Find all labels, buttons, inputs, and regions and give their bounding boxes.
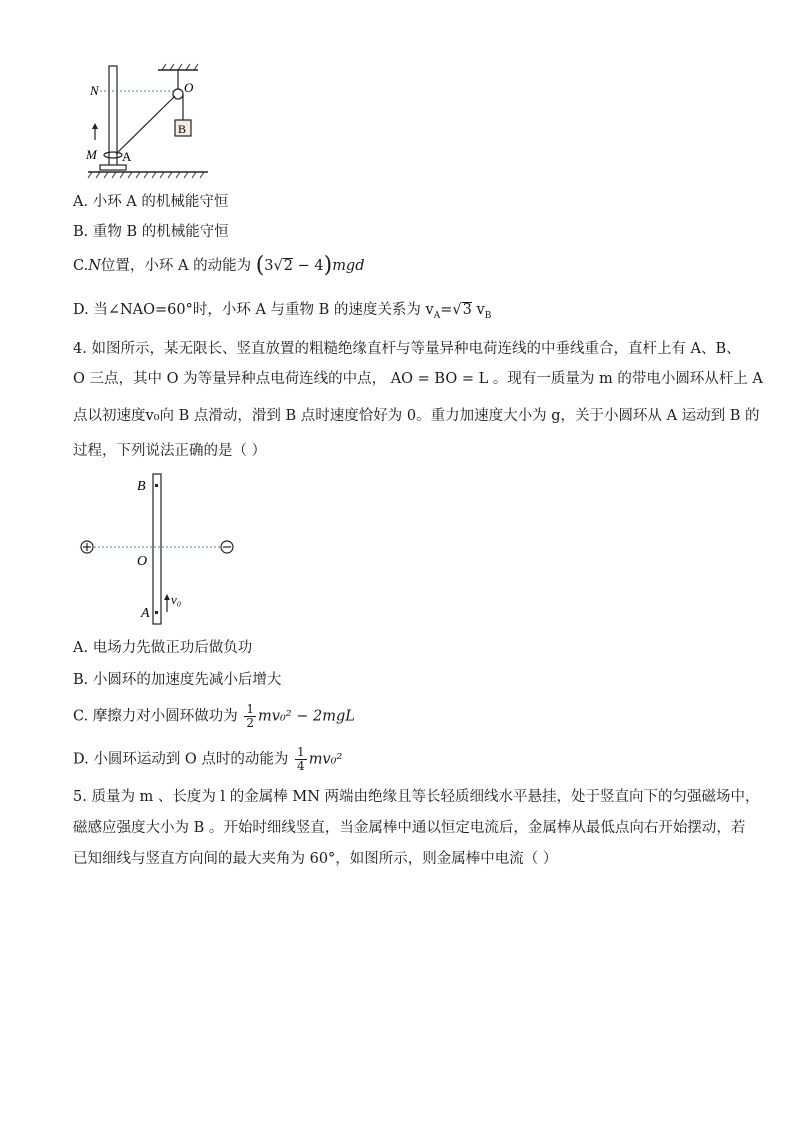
q4-option-b: B. 小圆环的加速度先减小后增大 [73, 672, 282, 688]
q4-option-a: A. 电场力先做正功后做负功 [73, 640, 253, 656]
label-M: M [86, 147, 97, 162]
label-B: B [137, 479, 146, 494]
label-O: O [184, 80, 194, 95]
rod-base [100, 165, 126, 170]
point-B [155, 484, 158, 487]
q4-line-2: O 三点，其中 O 为等量异种点电荷连线的中点， AO = BO = L 。现有一质量为 m 的带电小圆环从杆上 A [73, 371, 763, 387]
q5-line-3: 已知细线与竖直方向间的最大夹角为 60°，如图所示，则金属棒中电流（ ） [73, 851, 558, 867]
label-O: O [137, 554, 148, 569]
q4-line-1: 4. 如图所示，某无限长、竖直放置的粗糙绝缘直杆与等量异种电荷连线的中垂线重合，直杆上有 A、B、 [73, 341, 741, 357]
q3-option-d: D. 当∠NAO=60°时，小环 A 与重物 B 的速度关系为 $v_A=√3$ $v_B$ [73, 302, 492, 321]
label-B: B [178, 122, 187, 136]
point-A [155, 611, 158, 614]
vertical-rod [109, 66, 117, 166]
rope-A-O [116, 96, 175, 154]
q3-option-c: C.N位置，小环 A 的动能为 (3√2 − 4)mgd [73, 253, 365, 278]
fraction-half: $\frac{1}{2}$ [246, 702, 255, 730]
label-v0: v₀ [171, 592, 182, 607]
q4-option-d: D. 小圆环运动到 O 点时的动能为 $\frac{1}{4}$ mv₀² [73, 745, 343, 773]
figure-ring-pulley [80, 62, 215, 182]
fraction-quarter: $\frac{1}{4}$ [297, 745, 305, 773]
label-A: A [122, 149, 132, 164]
figure-charges-rod [76, 470, 246, 628]
q3-option-a: A. 小环 A 的机械能守恒 [73, 194, 229, 210]
insulating-rod [153, 474, 161, 624]
label-A: A [141, 606, 150, 621]
q5-line-2: 磁感应强度大小为 B 。开始时细线竖直，当金属棒中通以恒定电流后，金属棒从最低点向右开始摆动，若 [73, 820, 746, 836]
q3-option-b: B. 重物 B 的机械能守恒 [73, 224, 229, 240]
q4-option-c: C. 摩擦力对小圆环做功为 $\frac{1}{2}$ mv₀² − 2mgL [73, 702, 355, 730]
q5-line-1: 5. 质量为 m 、长度为 l 的金属棒 MN 两端由绝缘且等长轻质细线水平悬挂，处于竖直向下的匀强磁场中， [73, 789, 760, 805]
q4-line-3: 点以初速度v₀向 B 点滑动，滑到 B 点时速度恰好为 0。重力加速度大小为 g，关于小圆环从 A 运动到 B 的 [73, 408, 760, 424]
q4-line-4: 过程，下列说法正确的是（ ） [73, 443, 267, 459]
label-N: N [90, 83, 99, 98]
pulley [173, 89, 183, 99]
